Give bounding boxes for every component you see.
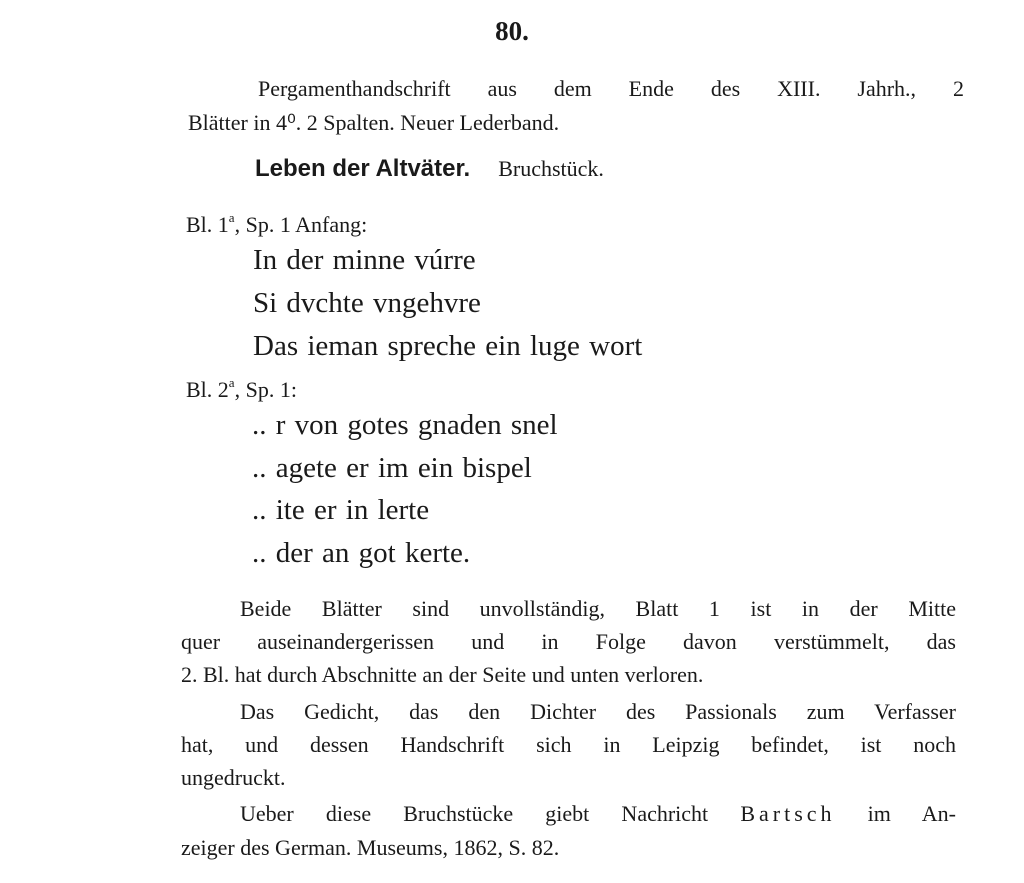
page-number: 80.	[495, 16, 529, 46]
work-title	[255, 155, 604, 183]
note3-line-1-pre: Ueber diese Bruchstücke giebt Nachricht	[240, 801, 709, 826]
note1-line-3: 2. Bl. hat durch Abschnitte an der Seite und unten verloren.	[181, 662, 704, 687]
section2-verse-4: .. der an got kerte.	[252, 537, 471, 569]
note2-line-1: Das Gedicht, das den Dichter des Passionals zum Verfasser	[240, 699, 956, 724]
intro-line-2: Blätter in 4⁰. 2 Spalten. Neuer Lederband.	[188, 110, 560, 135]
section2-verse-1: .. r von gotes gnaden snel	[252, 409, 558, 441]
note3-line-2: zeiger des German. Museums, 1862, S. 82.	[181, 835, 560, 860]
intro-line-1: Pergamenthandschrift aus dem Ende des XIII. Jahrh., 2	[258, 76, 964, 101]
note1-line-2: quer auseinandergerissen und in Folge davon verstümmelt, das	[181, 629, 956, 654]
section2-label	[186, 377, 297, 403]
section2-label-pre: Bl. 2	[186, 377, 229, 402]
section1-label-post: , Sp. 1 Anfang:	[234, 212, 368, 237]
author-name: Bartsch	[740, 801, 836, 826]
section2-label-post: , Sp. 1:	[234, 377, 297, 402]
work-title-sub: Bruchstück.	[498, 156, 604, 181]
section1-label-pre: Bl. 1	[186, 212, 229, 237]
work-title-main: Leben der Altväter.	[255, 155, 471, 182]
note2-line-2: hat, und dessen Handschrift sich in Leipzig befindet, ist noch	[181, 732, 956, 757]
section1-label-sup: a	[228, 210, 235, 225]
section1-label	[186, 212, 367, 238]
note1-line-1: Beide Blätter sind unvollständig, Blatt 1 ist in der Mitte	[240, 596, 956, 621]
section2-verse-3: .. ite er in lerte	[252, 494, 430, 526]
section1-verse-3: Das ieman spreche ein luge wort	[253, 330, 643, 362]
section1-verse-1: In der minne vúrre	[253, 244, 476, 276]
note2-line-3: ungedruckt.	[181, 765, 286, 790]
section2-label-sup: a	[228, 375, 235, 390]
note3-line-1-post: im An-	[867, 801, 957, 826]
note3-line-1	[240, 801, 956, 827]
section2-verse-2: .. agete er im ein bispel	[252, 452, 532, 484]
section1-verse-2: Si dvchte vngehvre	[253, 287, 481, 319]
